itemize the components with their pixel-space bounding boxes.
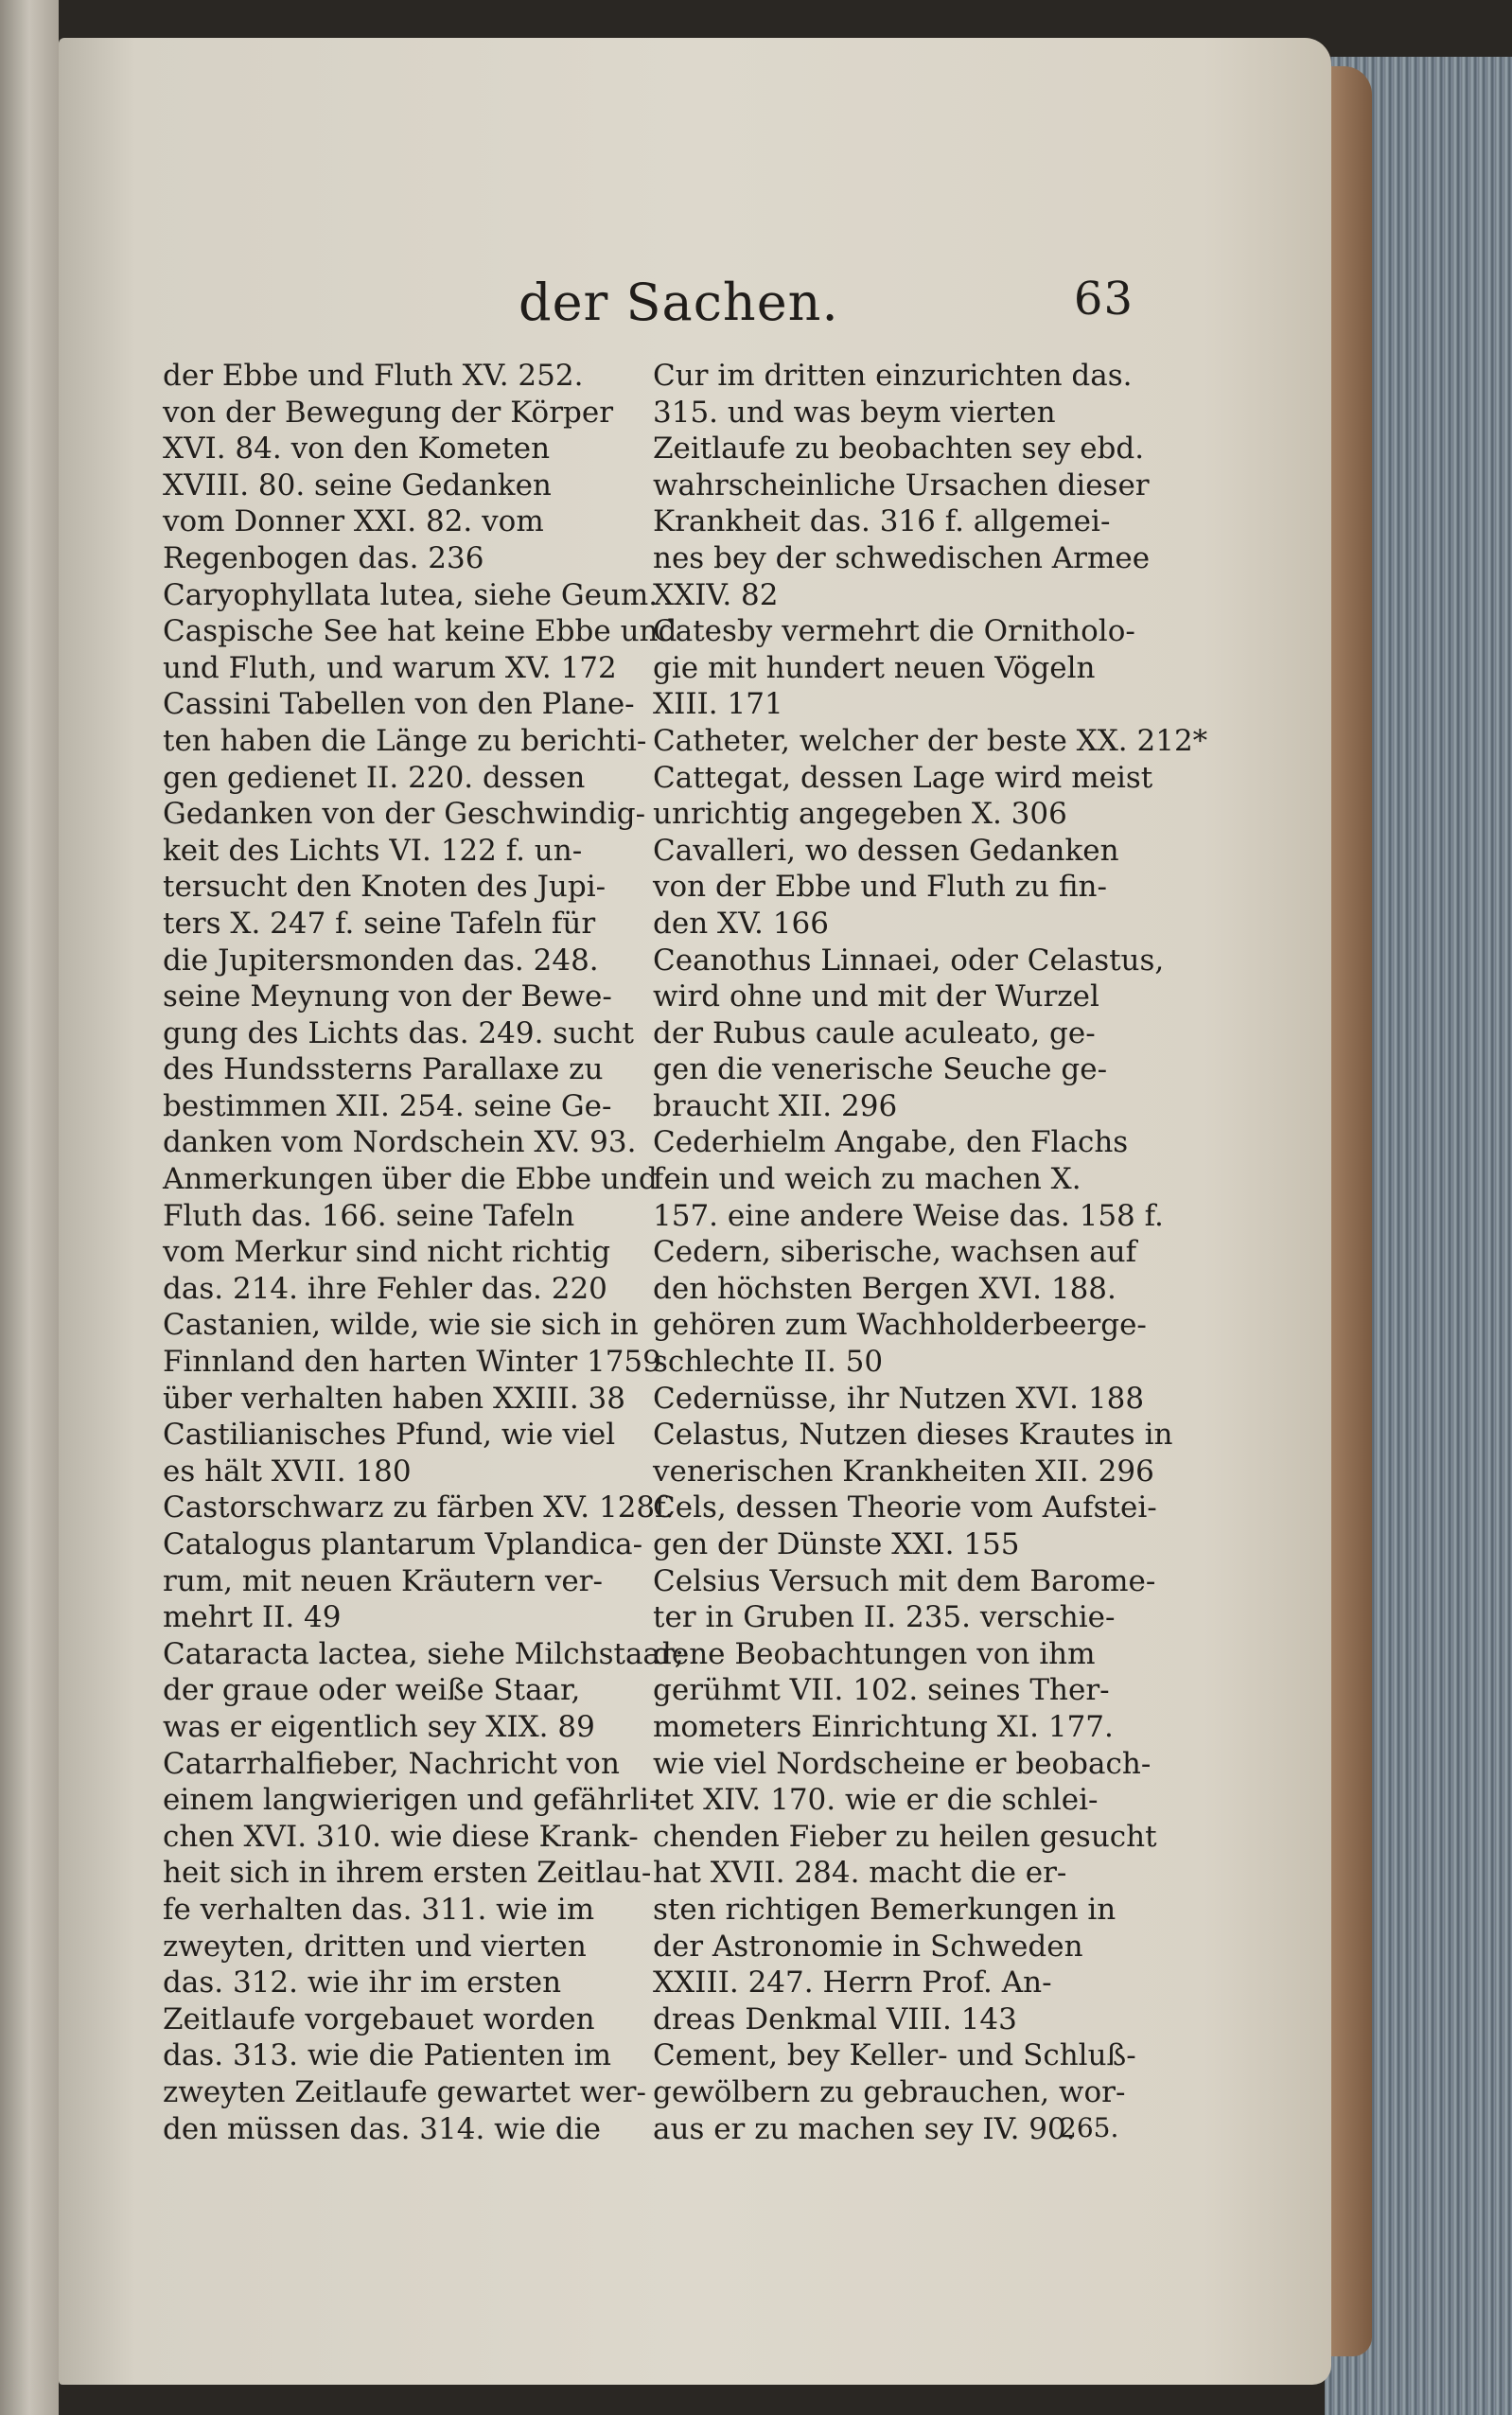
index-line: gewölbern zu gebrauchen, wor- <box>653 2074 1126 2109</box>
index-line: chenden Fieber zu heilen gesucht <box>653 1819 1157 1854</box>
index-line: chen XVI. 310. wie diese Krank- <box>163 1819 639 1854</box>
index-line: danken vom Nordschein XV. 93. <box>163 1125 637 1160</box>
index-line: aus er zu machen sey IV. 90. <box>653 2111 1076 2146</box>
index-line: einem langwierigen und gefährli- <box>163 1783 659 1818</box>
running-header <box>519 273 1134 339</box>
index-line: Gedanken von der Geschwindig- <box>163 797 646 832</box>
index-line: Cedern, siberische, wachsen auf <box>653 1235 1137 1270</box>
index-line: Cederhielm Angabe, den Flachs <box>653 1125 1129 1160</box>
index-line: der Astronomie in Schweden <box>653 1929 1083 1964</box>
index-line: Cels, dessen Theorie vom Aufstei- <box>653 1490 1157 1525</box>
index-line: ten haben die Länge zu berichti- <box>163 723 647 758</box>
index-line: dene Beobachtungen von ihm <box>653 1636 1096 1671</box>
index-line: Cedernüsse, ihr Nutzen XVI. 188 <box>653 1381 1145 1416</box>
index-line: Catheter, welcher der beste XX. 212* <box>653 723 1208 758</box>
index-line: Caryophyllata lutea, siehe Geum. <box>163 577 659 612</box>
index-line: Ceanothus Linnaei, oder Celastus, <box>653 943 1165 978</box>
index-line: Zeitlaufe zu beobachten sey ebd. <box>653 432 1145 467</box>
index-line: dreas Denkmal VIII. 143 <box>653 2001 1017 2036</box>
index-line: mehrt II. 49 <box>163 1600 342 1635</box>
index-line: das. 313. wie die Patienten im <box>163 2038 611 2073</box>
index-line: über verhalten haben XXIII. 38 <box>163 1381 625 1416</box>
index-line: fein und weich zu machen X. <box>653 1162 1081 1197</box>
index-line: Castilianisches Pfund, wie viel <box>163 1418 616 1453</box>
index-line: XVIII. 80. seine Gedanken <box>163 467 552 502</box>
index-line: ters X. 247 f. seine Tafeln für <box>163 906 596 941</box>
index-line: tet XIV. 170. wie er die schlei- <box>653 1783 1099 1818</box>
index-line: von der Bewegung der Körper <box>163 395 614 430</box>
index-line: wahrscheinliche Ursachen dieser <box>653 467 1150 502</box>
index-line: Catalogus plantarum Vplandica- <box>163 1527 643 1561</box>
catchword: 265. <box>1060 2112 1119 2143</box>
index-line: gen der Dünste XXI. 155 <box>653 1527 1020 1561</box>
index-line: XIII. 171 <box>653 687 783 722</box>
index-line: 315. und was beym vierten <box>653 395 1056 430</box>
index-line: Cassini Tabellen von den Plane- <box>163 687 635 722</box>
index-line: Regenbogen das. 236 <box>163 540 484 575</box>
index-line: und Fluth, und warum XV. 172 <box>163 650 617 685</box>
index-line: den höchsten Bergen XVI. 188. <box>653 1271 1116 1306</box>
index-line: Cavalleri, wo dessen Gedanken <box>653 833 1119 868</box>
index-line: vom Donner XXI. 82. vom <box>163 504 544 539</box>
index-line: Caspische See hat keine Ebbe und <box>163 614 677 649</box>
index-line: tersucht den Knoten des Jupi- <box>163 870 607 905</box>
index-line: Cattegat, dessen Lage wird meist <box>653 760 1153 795</box>
index-line: es hält XVII. 180 <box>163 1454 412 1489</box>
index-line: den XV. 166 <box>653 906 829 941</box>
index-line: nes bey der schwedischen Armee <box>653 540 1151 575</box>
index-line: Celastus, Nutzen dieses Krautes in <box>653 1418 1173 1453</box>
index-line: wird ohne und mit der Wurzel <box>653 979 1099 1014</box>
index-line: gehören zum Wachholderbeerge- <box>653 1308 1147 1343</box>
index-line: gen die venerische Seuche ge- <box>653 1052 1108 1087</box>
left-column <box>163 358 685 2147</box>
index-line: hat XVII. 284. macht die er- <box>653 1856 1067 1891</box>
index-line: XXIV. 82 <box>653 577 779 612</box>
right-column <box>653 358 1208 2147</box>
index-line: Cement, bey Keller- und Schluß- <box>653 2038 1136 2073</box>
index-line: braucht XII. 296 <box>653 1088 898 1123</box>
page-number: 63 <box>1073 273 1134 326</box>
index-line: das. 312. wie ihr im ersten <box>163 1965 562 2001</box>
index-line: Castanien, wilde, wie sie sich in <box>163 1308 639 1343</box>
index-line: Finnland den harten Winter 1759 <box>163 1345 661 1380</box>
index-line: zweyten Zeitlaufe gewartet wer- <box>163 2074 646 2109</box>
index-line: der Rubus caule aculeato, ge- <box>653 1015 1096 1050</box>
index-line: gie mit hundert neuen Vögeln <box>653 650 1096 685</box>
index-line: was er eigentlich sey XIX. 89 <box>163 1709 595 1744</box>
index-line: heit sich in ihrem ersten Zeitlau- <box>163 1856 652 1891</box>
index-line: schlechte II. 50 <box>653 1345 884 1380</box>
index-line: vom Merkur sind nicht richtig <box>163 1235 611 1270</box>
index-line: Krankheit das. 316 f. allgemei- <box>653 504 1111 539</box>
index-line: venerischen Krankheiten XII. 296 <box>653 1454 1154 1489</box>
index-line: den müssen das. 314. wie die <box>163 2111 601 2146</box>
page-title: der Sachen. <box>519 273 839 332</box>
previous-page-edge <box>0 0 59 2415</box>
index-line: rum, mit neuen Kräutern ver- <box>163 1563 603 1598</box>
index-line: keit des Lichts VI. 122 f. un- <box>163 833 583 868</box>
index-line: gen gedienet II. 220. dessen <box>163 760 586 795</box>
index-line: XXIII. 247. Herrn Prof. An- <box>653 1965 1052 2001</box>
index-line: bestimmen XII. 254. seine Ge- <box>163 1088 612 1123</box>
index-line: Celsius Versuch mit dem Barome- <box>653 1563 1156 1598</box>
index-line: ter in Gruben II. 235. verschie- <box>653 1600 1116 1635</box>
index-line: der Ebbe und Fluth XV. 252. <box>163 359 584 393</box>
index-line: 157. eine andere Weise das. 158 f. <box>653 1198 1164 1233</box>
index-line: gung des Lichts das. 249. sucht <box>163 1015 634 1050</box>
index-line: der graue oder weiße Staar, <box>163 1673 581 1708</box>
index-line: XVI. 84. von den Kometen <box>163 432 551 467</box>
index-line: des Hundssterns Parallaxe zu <box>163 1052 604 1087</box>
index-line: wie viel Nordscheine er beobach- <box>653 1746 1152 1781</box>
index-line: das. 214. ihre Fehler das. 220 <box>163 1271 607 1306</box>
index-line: mometers Einrichtung XI. 177. <box>653 1709 1114 1744</box>
index-line: Catarrhalfieber, Nachricht von <box>163 1746 620 1781</box>
index-line: Fluth das. 166. seine Tafeln <box>163 1198 575 1233</box>
index-line: zweyten, dritten und vierten <box>163 1929 587 1964</box>
index-line: fe verhalten das. 311. wie im <box>163 1892 595 1927</box>
index-line: Zeitlaufe vorgebauet worden <box>163 2001 595 2036</box>
index-line: Cur im dritten einzurichten das. <box>653 359 1133 393</box>
index-line: seine Meynung von der Bewe- <box>163 979 612 1014</box>
index-line: Catesby vermehrt die Ornitholo- <box>653 614 1135 649</box>
index-line: gerühmt VII. 102. seines Ther- <box>653 1673 1110 1708</box>
index-line: Castorschwarz zu färben XV. 128f. <box>163 1490 675 1525</box>
index-line: Cataracta lactea, siehe Milchstaar; <box>163 1636 685 1671</box>
index-line: von der Ebbe und Fluth zu fin- <box>653 870 1107 905</box>
index-line: die Jupitersmonden das. 248. <box>163 943 599 978</box>
index-line: sten richtigen Bemerkungen in <box>653 1892 1116 1927</box>
index-line: unrichtig angegeben X. 306 <box>653 797 1067 832</box>
index-line: Anmerkungen über die Ebbe und <box>163 1162 658 1197</box>
